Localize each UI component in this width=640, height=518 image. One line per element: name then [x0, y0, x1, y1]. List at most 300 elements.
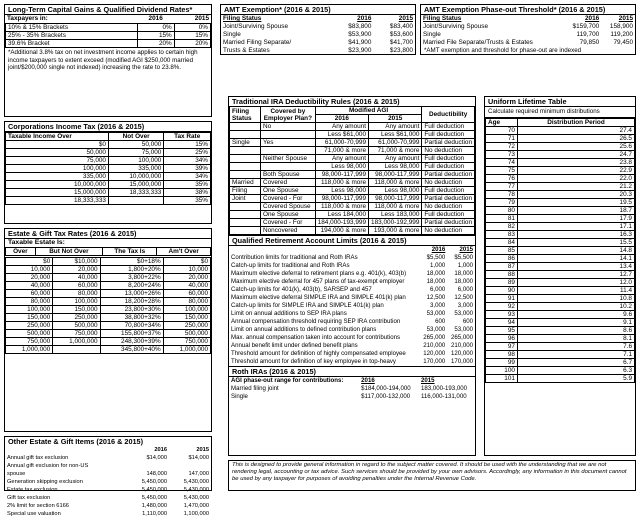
- cell: Any amount: [315, 155, 368, 163]
- cell: Annual gift exclusion for non-US: [7, 463, 89, 469]
- cell: 147,000: [188, 471, 209, 477]
- cell: 80,000: [53, 290, 100, 298]
- table-header: [229, 246, 475, 254]
- cell: 10,000,000: [6, 181, 109, 189]
- life-desc: Calculate required minimum distributions: [485, 107, 635, 118]
- cell: Partial deduction: [422, 139, 475, 147]
- ltcg-table: [5, 15, 211, 23]
- estate-h0: Over: [6, 248, 36, 256]
- cell: 1,110,000: [142, 511, 168, 517]
- cell: 18,000: [426, 270, 446, 277]
- qrp-title: Qualified Retirement Account Limits (2016 & 2015): [229, 235, 475, 246]
- cell: 1,470,000: [183, 503, 209, 509]
- table-row: [6, 165, 211, 173]
- table-row: [486, 150, 635, 158]
- cell: 3,000: [457, 302, 473, 309]
- table-row: [6, 32, 211, 40]
- table-row: [229, 358, 475, 366]
- cell: $117,000-132,000: [361, 393, 411, 400]
- table-row: [486, 310, 635, 318]
- cell: [261, 131, 316, 139]
- table-row: [6, 181, 211, 189]
- cell: $159,700: [572, 23, 600, 30]
- cell: 6.7: [517, 358, 634, 366]
- qrp-rows: [229, 246, 475, 366]
- cell: 40,000: [163, 282, 210, 290]
- table-header: [229, 377, 475, 385]
- cell: [230, 123, 261, 131]
- cell: 14.8: [517, 246, 634, 254]
- table-row: [6, 298, 211, 306]
- ira-table: [229, 106, 475, 235]
- cell: 3,000: [430, 302, 446, 309]
- cell: 80,000: [6, 298, 53, 306]
- cell: 24.7: [517, 150, 634, 158]
- cell: $10,000: [53, 258, 100, 266]
- cell: Joint/Surviving Spouse: [423, 23, 489, 30]
- cell: [108, 197, 163, 205]
- cell: 88: [486, 270, 518, 278]
- ira-h-agi: Modified AGI: [315, 107, 422, 115]
- cell: 265,000: [423, 334, 446, 341]
- cell: 5.9: [517, 374, 634, 382]
- cell: 94: [486, 318, 518, 326]
- cell: 1,800+20%: [100, 266, 163, 274]
- cell: $14,000: [146, 455, 168, 461]
- cell: 15%: [138, 32, 174, 40]
- cell: 98,000-117,999: [369, 171, 422, 179]
- cell: Trusts & Estates: [223, 47, 270, 54]
- cell: Covered - For: [261, 195, 316, 203]
- corp-panel: [4, 121, 212, 224]
- table-row: [229, 278, 475, 286]
- table-header: [6, 133, 211, 141]
- ira-h-covered: Covered by Employer Plan?: [261, 107, 316, 123]
- cell: 0%: [174, 24, 210, 32]
- cell: 81: [486, 214, 518, 222]
- corp-title: Corporations Income Tax (2016 & 2015): [5, 122, 211, 132]
- cell: Annual gift tax exclusion: [7, 455, 69, 461]
- cell: Single: [223, 31, 241, 38]
- table-row: [486, 190, 635, 198]
- table-row: [5, 454, 211, 462]
- cell: Maximum elective deferral SIMPLE IRA and SIMPLE 401(k) plan: [231, 294, 406, 301]
- table-row: [221, 23, 415, 31]
- life-table: [485, 118, 635, 383]
- cell: 35%: [164, 197, 211, 205]
- cell: Catch-up limits for traditional and Roth IRAs: [231, 262, 350, 269]
- cell: Any amount: [315, 123, 368, 131]
- cell: $5,500: [426, 254, 446, 261]
- cell: $83,400: [389, 23, 413, 30]
- cell: 10,000: [6, 266, 53, 274]
- cell: 34%: [164, 157, 211, 165]
- cell: 89: [486, 278, 518, 286]
- table-row: [230, 179, 475, 187]
- cell: Gift tax exclusion: [7, 495, 51, 501]
- estate-h2: The Tax Is: [103, 248, 157, 256]
- cell: 100,000: [6, 306, 53, 314]
- cell: 98: [486, 350, 518, 358]
- table-row: [230, 155, 475, 163]
- cell: No deduction: [422, 203, 475, 211]
- cell: 98,000-117,999: [315, 195, 368, 203]
- estate-h3: Am't Over: [157, 248, 211, 256]
- table-row: [221, 47, 415, 55]
- table-row: [6, 314, 211, 322]
- cell: [261, 163, 316, 171]
- cell: 53,000: [454, 310, 473, 317]
- cell: 77: [486, 182, 518, 190]
- cell: 750,000: [53, 330, 100, 338]
- table-row: [230, 131, 475, 139]
- cell: 119,200: [610, 31, 633, 38]
- lifetime-panel: [484, 96, 636, 456]
- cell: 6,000: [457, 286, 473, 293]
- table-row: [6, 40, 211, 48]
- cell: Noncovered: [261, 227, 316, 235]
- cell: Annual compensation threshold requiring SEP IRA contribution: [231, 318, 401, 325]
- cell: 80: [486, 206, 518, 214]
- table-row: [5, 470, 211, 478]
- ltcg-panel: [4, 4, 212, 117]
- ltcg-rates-table: [5, 23, 211, 48]
- table-row: [486, 278, 635, 286]
- cell: Both Spouse: [261, 171, 316, 179]
- cell: 18,000: [454, 278, 473, 285]
- cell: 500,000: [163, 330, 210, 338]
- table-row: [229, 334, 475, 342]
- cell: Full deduction: [422, 155, 475, 163]
- table-row: [6, 266, 211, 274]
- cell: 20,000: [6, 274, 53, 282]
- cell: $23,800: [389, 47, 413, 54]
- cell: $53,900: [348, 31, 372, 38]
- corp-h0: Taxable Income Over: [6, 133, 109, 141]
- cell: 26.5: [517, 134, 634, 142]
- table-row: [230, 187, 475, 195]
- cell: Less 98,000: [369, 187, 422, 195]
- ira-h-filing: Filing Status: [230, 107, 261, 123]
- amt-panel: [220, 4, 416, 55]
- table-row: [486, 358, 635, 366]
- cell: 194,000 & more: [315, 227, 368, 235]
- estate-h1: But Not Over: [35, 248, 102, 256]
- cell: [53, 346, 100, 354]
- cell: 100,000: [108, 157, 163, 165]
- cell: 92: [486, 302, 518, 310]
- table-header: [5, 446, 211, 454]
- table-row: [6, 282, 211, 290]
- table-row: [486, 342, 635, 350]
- other-header-cell: 2016: [154, 447, 168, 453]
- cell: 78: [486, 190, 518, 198]
- cell: Partial deduction: [422, 219, 475, 227]
- roth-table: [229, 377, 475, 401]
- amtpo-h2: 2015: [618, 15, 633, 22]
- cell: No deduction: [422, 147, 475, 155]
- cell: 148,000: [146, 471, 168, 477]
- table-row: [486, 126, 635, 134]
- table-row: [6, 24, 211, 32]
- cell: 7.6: [517, 342, 634, 350]
- corp-h1: Not Over: [108, 133, 163, 141]
- cell: 53,000: [426, 326, 446, 333]
- table-header: [221, 15, 415, 23]
- table-row: [486, 158, 635, 166]
- cell: 53,000: [426, 310, 446, 317]
- cell: $53,600: [389, 31, 413, 38]
- table-row: [6, 173, 211, 181]
- cell: 13.4: [517, 262, 634, 270]
- cell: 22.9: [517, 166, 634, 174]
- cell: 50,000: [6, 149, 109, 157]
- cell: 1,000: [457, 262, 473, 269]
- cell: 25%: [164, 149, 211, 157]
- qrp-header-cell: 2015: [459, 246, 473, 253]
- roth-h0: AGI phase-out range for contributions:: [231, 377, 344, 384]
- cell: $0: [6, 258, 53, 266]
- table-row: [486, 294, 635, 302]
- table-row: [230, 195, 475, 203]
- cell: Any amount: [369, 123, 422, 131]
- ltcg-h0: Taxpayers in:: [7, 15, 48, 22]
- cell: Less 98,000: [315, 163, 368, 171]
- estate-rows-table: [5, 257, 211, 354]
- table-row: [230, 147, 475, 155]
- cell: 20,000: [163, 274, 210, 282]
- estate-panel: [4, 228, 212, 432]
- cell: Married: [230, 179, 261, 187]
- corp-table: [5, 132, 211, 205]
- cell: Married filing joint: [231, 385, 279, 392]
- cell: 120,000: [450, 350, 473, 357]
- amt-title: AMT Exemption* (2016 & 2015): [221, 5, 415, 15]
- cell: Less 98,000: [315, 187, 368, 195]
- table-row: [5, 486, 211, 494]
- table-row: [6, 197, 211, 205]
- cell: Maximum elective deferral for 457 plans of tax-exempt employer: [231, 278, 405, 285]
- table-row: [230, 171, 475, 179]
- cell: 71,000 & more: [369, 147, 422, 155]
- cell: Contribution limits for traditional and Roth IRAs: [231, 254, 358, 261]
- cell: Partial deduction: [422, 171, 475, 179]
- ira-h-deduct: Deductibility: [422, 107, 475, 123]
- table-row: [6, 258, 211, 266]
- table-row: [229, 326, 475, 334]
- life-title: Uniform Lifetime Table: [485, 97, 635, 107]
- cell: [230, 211, 261, 219]
- cell: 12.0: [517, 278, 634, 286]
- cell: 18,333,333: [6, 197, 109, 205]
- table-row: [5, 478, 211, 486]
- cell: 18,333,333: [108, 189, 163, 197]
- table-row: [486, 334, 635, 342]
- cell: 2% limit for section 6166: [7, 503, 69, 509]
- table-row: [230, 163, 475, 171]
- cell: $0+18%: [100, 258, 163, 266]
- table-row: [486, 134, 635, 142]
- corp-h2: Tax Rate: [164, 133, 211, 141]
- cell: 19.5: [517, 198, 634, 206]
- table-header: [421, 15, 635, 23]
- cell: 80,000: [163, 298, 210, 306]
- cell: 100,000: [163, 306, 210, 314]
- cell: [169, 462, 211, 470]
- table-row: [486, 198, 635, 206]
- table-row: [230, 123, 475, 131]
- cell: 15,000,000: [6, 189, 109, 197]
- table-row: [5, 494, 211, 502]
- qrp-header-cell: 2016: [431, 246, 446, 253]
- cell: 40,000: [53, 274, 100, 282]
- cell: 5,450,000: [141, 487, 168, 493]
- cell: 118,000 & more: [369, 203, 422, 211]
- table-row: [230, 211, 475, 219]
- cell: 21.2: [517, 182, 634, 190]
- cell: 20%: [138, 40, 174, 48]
- cell: Full deduction: [422, 187, 475, 195]
- table-row: [221, 39, 415, 47]
- cell: 60,000: [6, 290, 53, 298]
- cell: Less 98,000: [369, 163, 422, 171]
- cell: 83: [486, 230, 518, 238]
- table-row: [486, 286, 635, 294]
- cell: 70,800+34%: [100, 322, 163, 330]
- cell: Yes: [261, 139, 316, 147]
- table-row: [486, 374, 635, 382]
- table-header: [6, 248, 211, 256]
- cell: 38,800+32%: [100, 314, 163, 322]
- table-row: [221, 31, 415, 39]
- cell: 250,000: [53, 314, 100, 322]
- cell: Covered Spouse: [261, 203, 316, 211]
- amtpo-title: AMT Exemption Phase-out Threshold* (2016 & 2015): [421, 5, 635, 15]
- cell: 82: [486, 222, 518, 230]
- cell: 60,000: [163, 290, 210, 298]
- cell: 20%: [174, 40, 210, 48]
- table-row: [421, 31, 635, 39]
- cell: 25.6: [517, 142, 634, 150]
- cell: 15,000,000: [108, 181, 163, 189]
- table-row: [6, 274, 211, 282]
- cell: 150,000: [53, 306, 100, 314]
- cell: $5,500: [454, 254, 473, 261]
- cell: 75,000: [6, 157, 109, 165]
- cell: 100,000: [53, 298, 100, 306]
- table-row: [486, 142, 635, 150]
- cell: 5,450,000: [141, 479, 168, 485]
- table-row: [486, 230, 635, 238]
- ira-panel: [228, 96, 476, 456]
- cell: 1,000,000: [53, 338, 100, 346]
- cell: 27.4: [517, 126, 634, 134]
- ira-title: Traditional IRA Deductibility Rules (2016 & 2015): [232, 97, 400, 106]
- table-row: [486, 174, 635, 182]
- estate-subtitle: Taxable Estate Is:: [8, 239, 65, 246]
- cell: 17.9: [517, 214, 634, 222]
- cell: 96: [486, 334, 518, 342]
- cell: 3,800+22%: [100, 274, 163, 282]
- cell: 73: [486, 150, 518, 158]
- table-row: [6, 290, 211, 298]
- cell: 10.2: [517, 302, 634, 310]
- cell: 17.1: [517, 222, 634, 230]
- table-row: [229, 262, 475, 270]
- cell: 120,000: [423, 350, 446, 357]
- cell: 14.1: [517, 254, 634, 262]
- cell: 9.1: [517, 318, 634, 326]
- table-row: [229, 286, 475, 294]
- cell: 1,480,000: [141, 503, 168, 509]
- cell: 193,000 & more: [369, 227, 422, 235]
- cell: 118,000 & more: [315, 179, 368, 187]
- table-row: [6, 306, 211, 314]
- cell: 500,000: [6, 330, 53, 338]
- table-row: [229, 302, 475, 310]
- cell: 150,000: [163, 314, 210, 322]
- table-row: [6, 157, 211, 165]
- cell: 75,000: [108, 149, 163, 157]
- cell: 86: [486, 254, 518, 262]
- table-row: [486, 182, 635, 190]
- table-row: [486, 270, 635, 278]
- cell: 79,850: [579, 39, 600, 46]
- cell: Neither Spouse: [261, 155, 316, 163]
- estate-table: [5, 247, 211, 256]
- cell: 155,800+37%: [100, 330, 163, 338]
- cell: [230, 219, 261, 227]
- cell: Full deduction: [422, 131, 475, 139]
- table-row: [5, 462, 211, 470]
- cell: 84: [486, 238, 518, 246]
- table-row: [5, 502, 211, 510]
- cell: Full deduction: [422, 123, 475, 131]
- cell: Catch-up limits for SIMPLE IRA and SIMPLE 401(k) plan: [231, 302, 384, 309]
- cell: 90: [486, 286, 518, 294]
- cell: 12.7: [517, 270, 634, 278]
- ira-rows: [230, 123, 475, 235]
- cell: Joint: [230, 195, 261, 203]
- cell: Full deduction: [422, 163, 475, 171]
- table-row: [486, 318, 635, 326]
- cell: 248,300+39%: [100, 338, 163, 346]
- cell: 60,000: [53, 282, 100, 290]
- cell: 600: [462, 318, 473, 325]
- table-row: [486, 302, 635, 310]
- table-row: [486, 214, 635, 222]
- cell: Joint/Surviving Spouse: [223, 23, 289, 30]
- cell: 750,000: [6, 338, 53, 346]
- cell: 10,000,000: [108, 173, 163, 181]
- amtpo-h1: 2016: [584, 15, 600, 22]
- cell: 72: [486, 142, 518, 150]
- cell: 22.0: [517, 174, 634, 182]
- cell: 74: [486, 158, 518, 166]
- table-row: [486, 262, 635, 270]
- cell: Married File Separate/Trusts & Estates: [423, 39, 533, 46]
- table-row: [6, 330, 211, 338]
- table-row: [486, 222, 635, 230]
- cell: Threshold amount for definition of highly compensated employee: [231, 350, 406, 357]
- cell: 210,000: [423, 342, 446, 349]
- cell: 750,000: [163, 338, 210, 346]
- table-row: [230, 203, 475, 211]
- cell: 500,000: [53, 322, 100, 330]
- table-row: [229, 294, 475, 302]
- ltcg-note: *Additional 3.8% tax on net investment income applies to certain high income taxpayers to extent exceed (modified AGI $250,000 married joint/$200,000 single not indexed) increasing the rate to 23.8%.: [8, 49, 198, 71]
- cell: 91: [486, 294, 518, 302]
